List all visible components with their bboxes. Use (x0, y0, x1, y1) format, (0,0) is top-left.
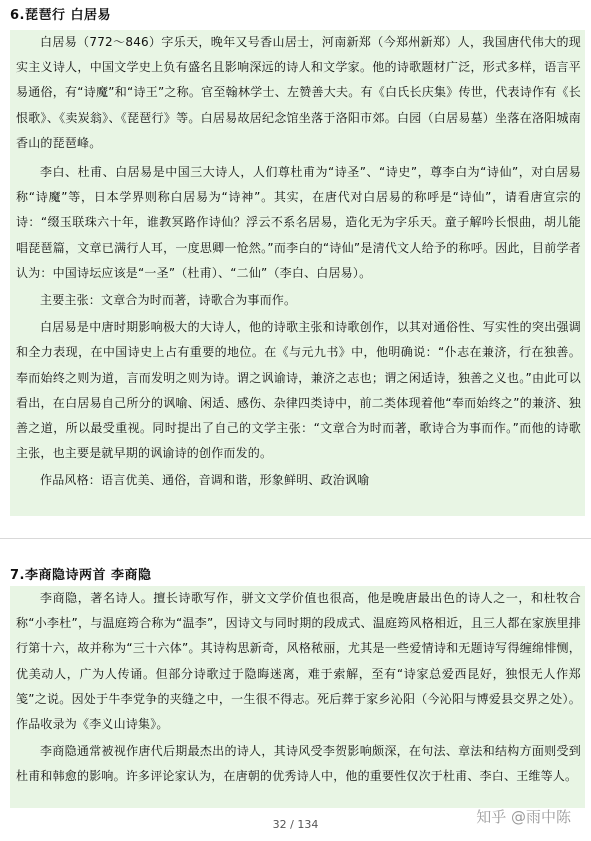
section-6-body (10, 30, 585, 516)
watermark: 知乎 @雨中陈 (476, 808, 571, 826)
paragraph: 白居易是中唐时期影响极大的大诗人，他的诗歌主张和诗歌创作，以其对通俗性、写实性的突出强调和全力表现，在中国诗史上占有重要的地位。在《与元九书》中，他明确说：“仆志在兼济，行在独善。奉而始终之则为道，言而发明之则为诗。谓之讽谕诗，兼济之志也；谓之闲适诗，独善之义也。”由此可以看出，在白居易自己所分的讽喻、闲适、感伤、杂律四类诗中，前二类体现着他“奉而始终之”的兼济、独善之道，所以最受重视。同时提出了自己的文学主张：“文章合为时而著，歌诗合为事而作。”而他的诗歌主张，也主要是就早期的讽谕诗的创作而发的。 (16, 320, 581, 461)
section-divider (0, 538, 591, 539)
section-7-body (10, 586, 585, 808)
paragraph: 李商隐，著名诗人。擅长诗歌写作，骈文文学价值也很高，他是晚唐最出色的诗人之一，和杜牧合称“小李杜”，与温庭筠合称为“温李”，因诗文与同时期的段成式、温庭筠风格相近，且三人都在家族里排行第十六，故并称为“三十六体”。其诗构思新奇，风格秾丽，尤其是一些爱情诗和无题诗写得缠绵悱恻，优美动人，广为人传诵。但部分诗歌过于隐晦迷离，难于索解，至有“诗家总爱西昆好，独恨无人作郑笺”之说。因处于牛李党争的夹缝之中，一生很不得志。死后葬于家乡沁阳（今沁阳与博爱县交界之处）。作品收录为《李义山诗集》。 (16, 591, 581, 732)
section-7-heading: 7.李商隐诗两首 李商隐 (10, 568, 152, 583)
section-6-heading: 6.琵琶行 白居易 (10, 8, 112, 23)
paragraph: 白居易（772～846）字乐天，晚年又号香山居士，河南新郑（今郑州新郑）人，我国唐代伟大的现实主义诗人，中国文学史上负有盛名且影响深远的诗人和文学家。他的诗歌题材广泛，形式多样，语言平易通俗，有“诗魔”和“诗王”之称。官至翰林学士、左赞善大夫。有《白氏长庆集》传世，代表诗作有《长恨歌》、《卖炭翁》、《琵琶行》等。白居易故居纪念馆坐落于洛阳市郊。白园（白居易墓）坐落在洛阳城南香山的琵琶峰。 (16, 35, 581, 150)
paragraph: 作品风格：语言优美、通俗，音调和谐，形象鲜明、政治讽喻 (40, 473, 370, 488)
paragraph: 李商隐通常被视作唐代后期最杰出的诗人，其诗风受李贺影响颇深，在句法、章法和结构方面则受到杜甫和韩愈的影响。许多评论家认为，在唐朝的优秀诗人中，他的重要性仅次于杜甫、李白、王维等人。 (16, 744, 581, 784)
page-indicator: 32 / 134 (272, 818, 319, 831)
paragraph: 主要主张：文章合为时而著，诗歌合为事而作。 (40, 293, 297, 308)
paragraph: 李白、杜甫、白居易是中国三大诗人，人们尊杜甫为“诗圣”、“诗史”，尊李白为“诗仙”，对白居易称“诗魔”等，日本学界则称白居易为“诗神”。其实，在唐代对白居易的称呼是“诗仙”，请看唐宣宗的诗：“缀玉联珠六十年，谁教冥路作诗仙？浮云不系名居易，造化无为字乐天。童子解吟长恨曲，胡儿能唱琵琶篇，文章已满行人耳，一度思卿一怆然。”而李白的“诗仙”是清代文人给予的称呼。因此，目前学者认为：中国诗坛应该是“一圣”（杜甫）、“二仙”（李白、白居易）。 (16, 165, 581, 280)
